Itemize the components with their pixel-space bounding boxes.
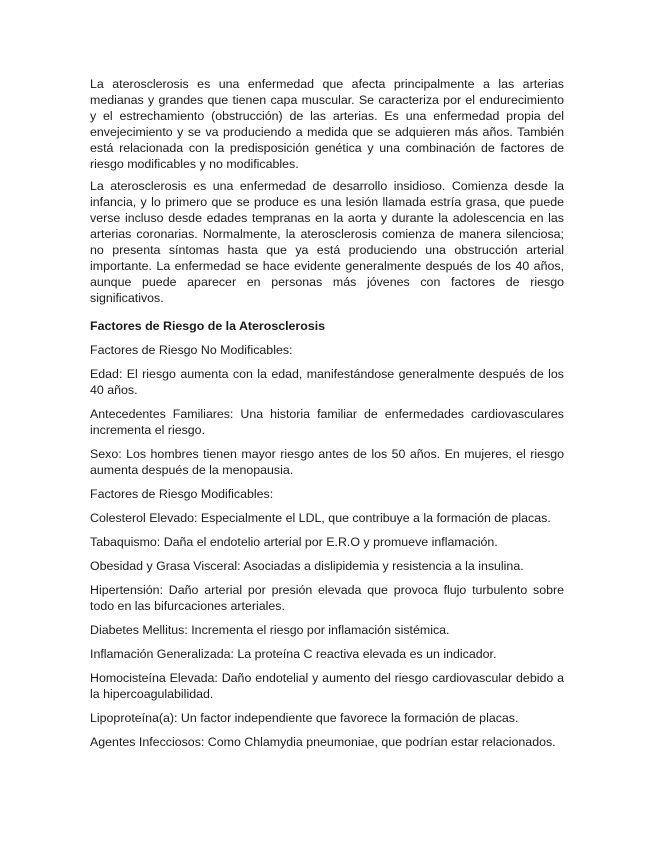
non-modifiable-item: Edad: El riesgo aumenta con la edad, manifestándose generalmente después de los 40 años. <box>90 367 564 397</box>
modifiable-item: Tabaquismo: Daña el endotelio arterial por E.R.O y promueve inflamación. <box>90 535 498 549</box>
modifiable-item: Hipertensión: Daño arterial por presión elevada que provoca flujo turbulento sobre todo en las bifurcaciones arteriales. <box>90 583 564 613</box>
modifiable-item: Homocisteína Elevada: Daño endotelial y aumento del riesgo cardiovascular debido a la hipercoagulabilidad. <box>90 671 564 701</box>
non-modifiable-item: Antecedentes Familiares: Una historia familiar de enfermedades cardiovasculares incrementa el riesgo. <box>90 407 564 437</box>
modifiable-item: Obesidad y Grasa Visceral: Asociadas a dislipidemia y resistencia a la insulina. <box>90 559 524 573</box>
intro-paragraph-2: La aterosclerosis es una enfermedad de desarrollo insidioso. Comienza desde la infancia, y lo primero que se produce es una lesión llamada estría grasa, que puede verse incluso desde edades tempranas en la aorta y durante la adolescencia en las arterias coronarias. Normalmente, la aterosclerosis comienza de manera silenciosa; no presenta síntomas hasta que ya está produciendo una obstrucción arterial importante. La enfermedad se hace evidente generalmente después de los 40 años, aunque puede aparecer en personas más jóvenes con factores de riesgo significativos. <box>90 179 564 305</box>
modifiable-heading: Factores de Riesgo Modificables: <box>90 487 274 501</box>
modifiable-item: Inflamación Generalizada: La proteína C reactiva elevada es un indicador. <box>90 647 497 661</box>
modifiable-item: Diabetes Mellitus: Incrementa el riesgo por inflamación sistémica. <box>90 623 450 637</box>
document-page <box>90 76 564 758</box>
modifiable-item: Colesterol Elevado: Especialmente el LDL, que contribuye a la formación de placas. <box>90 511 551 525</box>
non-modifiable-item: Sexo: Los hombres tienen mayor riesgo antes de los 50 años. En mujeres, el riesgo aumenta después de la menopausia. <box>90 447 564 477</box>
modifiable-item: Agentes Infecciosos: Como Chlamydia pneumoniae, que podrían estar relacionados. <box>90 735 556 749</box>
intro-paragraph-1: La aterosclerosis es una enfermedad que afecta principalmente a las arterias medianas y grandes que tienen capa muscular. Se caracteriza por el endurecimiento y el estrechamiento (obstrucción) de las arterias. Es una enfermedad propia del envejecimiento y se va produciendo a medida que se adquieren más años. También está relacionada con la predisposición genética y una combinación de factores de riesgo modificables y no modificables. <box>90 77 564 171</box>
non-modifiable-heading: Factores de Riesgo No Modificables: <box>90 343 293 357</box>
section-heading: Factores de Riesgo de la Aterosclerosis <box>90 319 326 333</box>
modifiable-item: Lipoproteína(a): Un factor independiente que favorece la formación de placas. <box>90 711 519 725</box>
